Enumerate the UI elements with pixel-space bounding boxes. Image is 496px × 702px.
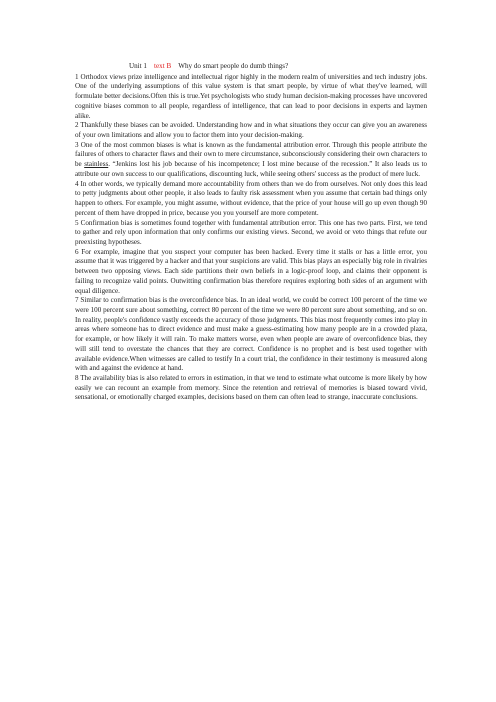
unit-label: Unit 1 xyxy=(129,62,147,70)
article-title: Why do smart people do dumb things? xyxy=(178,62,289,70)
paragraph-8: 8 The availability bias is also related to errors in estimation, in that we tend to estimate what outcome is more likely by how easily we can recount an example from memory. Since the retention and retrieval of memories is biased toward vivid, sensational, or emotionally charged examples, decisions based on them can often lead to strange, inaccurate conclusions. xyxy=(75,374,427,402)
paragraph-1: 1 Orthodox views prize intelligence and intellectual rigor highly in the modern realm of universities and tech industry jobs. One of the underlying assumptions of this value system is that smart people, by virtue of what they've learned, will formulate better decisions.Often this is true.Yet psychologists who study human decision-making processes have uncovered cognitive biases common to all people, regardless of intelligence, that can lead to poor decisions in experts and laymen alike. xyxy=(75,72,427,120)
paragraph-4: 4 In other words, we typically demand more accountability from others than we do from ourselves. Not only does this lead to petty judgments about other people, it also leads to faulty risk assessment when you assume that certain bad things only happen to others. For example, you might assume, without evidence, that the price of your house will go up even though 90 percent of them have dropped in price, because you you yourself are more competent. xyxy=(75,179,427,217)
paragraph-6: 6 For example, imagine that you suspect your computer has been hacked. Every time it stalls or has a little error, you assume that it was triggered by a hacker and that your suspicions are valid. This bias plays an especially big role in rivalries between two opposing views. Each side partitions their own beliefs in a logic-proof loop, and claims their opponent is failing to recognize valid points. Outwitting confirmation bias therefore requires exploring both sides of an argument with equal diligence. xyxy=(75,247,427,295)
underlined-word: stainless xyxy=(84,160,109,169)
paragraph-3-end: . “Jenkins lost his job because of his incompetence; I lost mine because of the recession.” It also leads us to attribute our own success to our qualifications, discounting luck, while seeing others' success as the product of mere luck. xyxy=(75,160,427,178)
paragraph-3-start: 3 One of the most common biases is what is known as the fundamental attribution error. Through this people attribute the failures of others to character flaws and their own to mere circumstance, subconsciously considering their own characters to be xyxy=(75,140,427,169)
paragraph-7: 7 Similar to confirmation bias is the overconfidence bias. In an ideal world, we could be correct 100 percent of the time we were 100 percent sure about something, correct 80 percent of the time we were 80 percent sure about something, and so on. In reality, people's confidence vastly exceeds the accuracy of those judgments. This bias most frequently comes into play in areas where someone has to direct evidence and must make a guess-estimating how many people are in a crowded plaza, for example, or how likely it will rain. To make matters worse, even when people are aware of overconfidence bias, they will still tend to overstate the chances that they are correct. Confidence is no prophet and is best used together with available evidence.When witnesses are called to testify In a court trial, the confidence in their testimony is measured along with and against the evidence at hand. xyxy=(75,296,427,373)
text-label: text B xyxy=(154,62,172,70)
paragraph-2: 2 Thankfully these biases can be avoided. Understanding how and in what situations they occur can give you an awareness of your own limitations and allow you to factor them into your decision-making. xyxy=(75,121,427,140)
document-page xyxy=(75,62,427,403)
paragraph-5: 5 Confirmation bias is sometimes found together with fundamental attribution error. This one has two parts. First, we tend to gather and rely upon information that only confirms our existing views. Second, we avoid or veto things that refute our preexisting hypotheses. xyxy=(75,218,427,246)
unit-heading xyxy=(75,62,427,72)
paragraph-3 xyxy=(75,141,427,180)
